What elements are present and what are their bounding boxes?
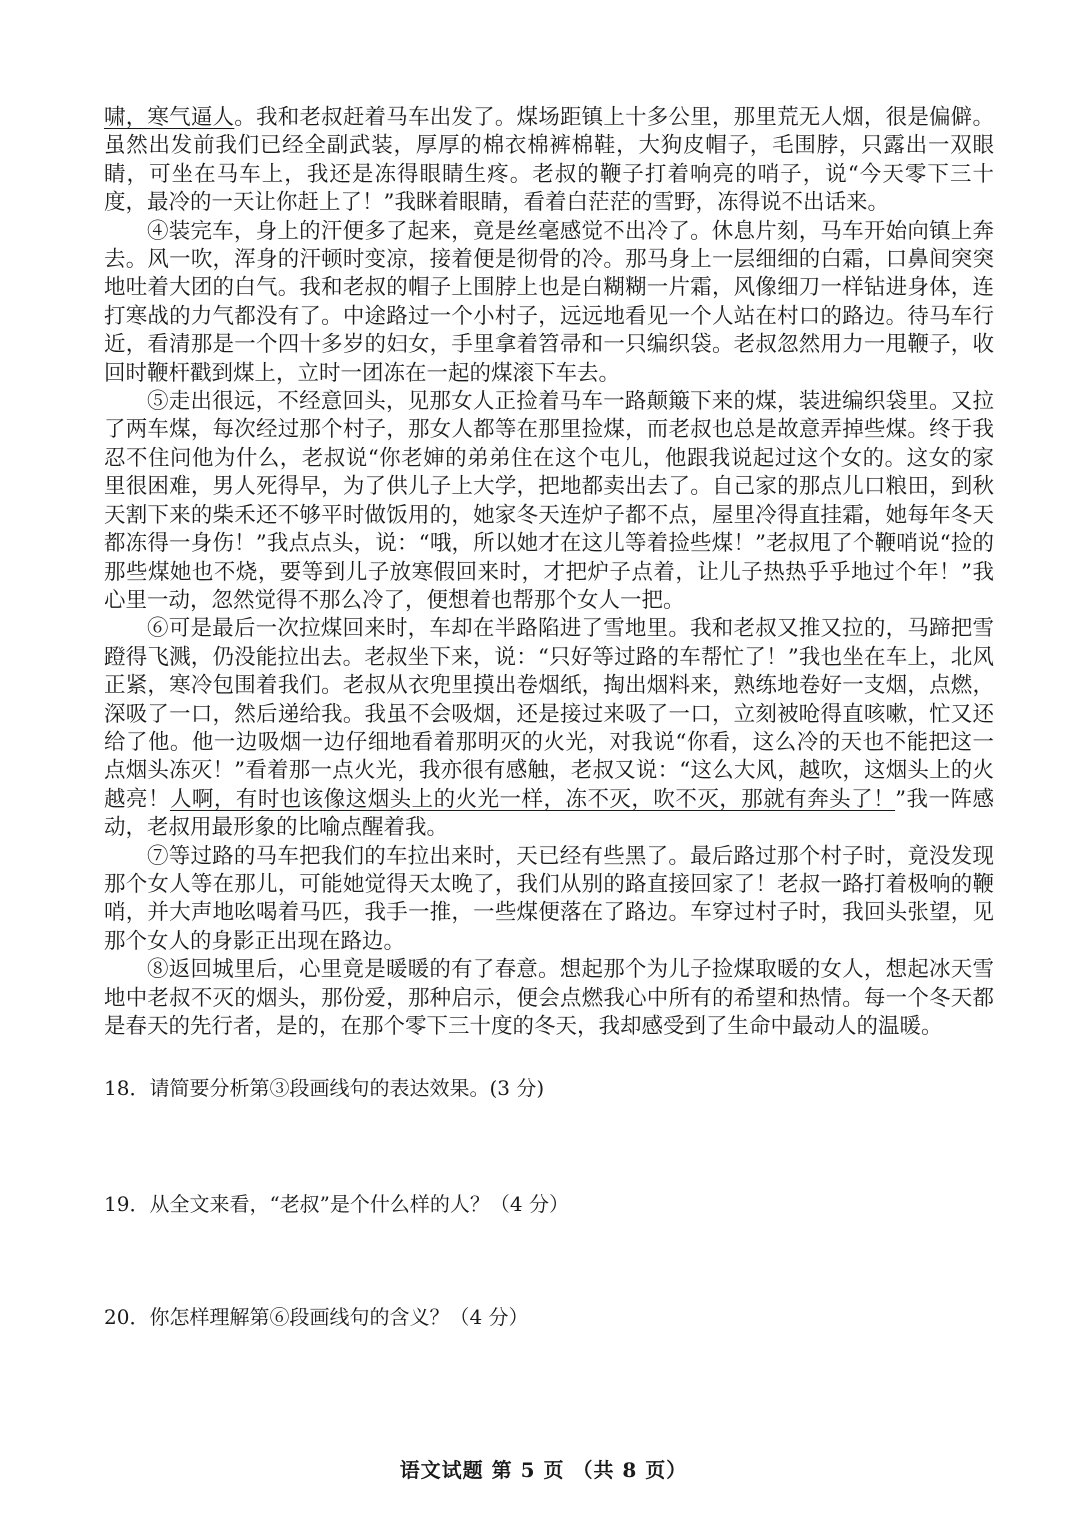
paragraph-5: ⑤走出很远，不经意回头，见那女人正捡着马车一路颠簸下来的煤，装进编织袋里。又拉了两车煤，每次经过那个村子，那女人都等在那里捡煤，而老叔也总是故意弄掉些煤。终于我忍不住问他为什么，老叔说“你老婶的弟弟住在这个屯儿，他跟我说起过这个女的。这女的家里很困难，男人死得早，为了供儿子上大学，把地都卖出去了。自己家的那点儿口粮田，到秋天割下来的柴禾还不够平时做饭用的，她家冬天连炉子都不点，屋里冷得直挂霜，她每年冬天都冻得一身伤！”我点点头，说：“哦，所以她才在这儿等着捡些煤！”老叔甩了个鞭哨说“捡的那些煤她也不烧，要等到儿子放寒假回来时，才把炉子点着，让儿子热热乎乎地过个年！”我心里一动，忽然觉得不那么冷了，便想着也帮那个女人一把。 (104, 389, 994, 613)
paragraph-6-end: ”我一阵感动，老叔用最形象的比喻点醒着我。 (104, 786, 994, 841)
paragraph-6 (104, 615, 994, 842)
paragraph-6-text: ⑥可是最后一次拉煤回来时，车却在半路陷进了雪地里。我和老叔又推又拉的，马蹄把雪蹬得飞溅，仍没能拉出去。老叔坐下来，说：“只好等过路的车帮忙了！”我也坐在车上，北风正紧，寒冷包围着我们。老叔从衣兜里摸出卷烟纸，掏出烟料来，熟练地卷好一支烟，点燃，深吸了一口，然后递给我。我虽不会吸烟，还是接过来吸了一口，立刻被呛得直咳嗽，忙又还给了他。他一边吸烟一边仔细地看着那明灭的火光，对我说“你看，这么冷的天也不能把这一点烟头冻灭！”看着那一点火光，我亦很有感触，老叔又说：“这么大风，越吹，这烟头上的火越亮！ (104, 616, 994, 812)
underlined-sentence-p3: 啸，寒气逼人 (104, 105, 235, 130)
page-footer: 语文试题 第 5 页 （共 8 页） (399, 1458, 688, 1482)
paragraph-7: ⑦等过路的马车把我们的车拉出来时，天已经有些黑了。最后路过那个村子时，竟没发现那个女人等在那儿，可能她觉得天太晚了，我们从别的路直接回家了！老叔一路打着极响的鞭哨，并大声地吆喝着马匹，我手一推，一些煤便落在了路边。车穿过村子时，我回头张望，见那个女人的身影正出现在路边。 (104, 843, 994, 954)
question-18: 18．请简要分析第③段画线句的表达效果。(3 分) (104, 1076, 545, 1100)
paragraph-3-text: 。我和老叔赶着马车出发了。煤场距镇上十多公里，那里荒无人烟，很是偏僻。虽然出发前我们已经全副武装，厚厚的棉衣棉裤棉鞋，大狗皮帽子，毛围脖，只露出一双眼睛，可坐在马车上，我还是冻得眼睛生疼。老叔的鞭子打着响亮的哨子，说“今天零下三十度，最冷的一天让你赶上了！”我眯着眼睛，看着白茫茫的雪野，冻得说不出话来。 (104, 105, 994, 216)
paragraph-3-tail (104, 104, 994, 218)
question-19: 19．从全文来看，“老叔”是个什么样的人？（4 分） (104, 1192, 569, 1216)
paragraph-4: ④装完车，身上的汗便多了起来，竟是丝毫感觉不出冷了。休息片刻，马车开始向镇上奔去。风一吹，浑身的汗顿时变凉，接着便是彻骨的冷。那马身上一层细细的白霜，口鼻间突突地吐着大团的白气。我和老叔的帽子上围脖上也是白糊糊一片霜，风像细刀一样钻进身体，连打寒战的力气都没有了。中途路过一个小村子，远远地看见一个人站在村口的路边。待马车行近，看清那是一个四十多岁的妇女，手里拿着笤帚和一只编织袋。老叔忽然用力一甩鞭子，收回时鞭杆戳到煤上，立时一团冻在一起的煤滚下车去。 (104, 218, 994, 386)
paragraph-8: ⑧返回城里后，心里竟是暖暖的有了春意。想起那个为儿子捡煤取暖的女人，想起冰天雪地中老叔不灭的烟头，那份爱，那种启示，便会点燃我心中所有的希望和热情。每一个冬天都是春天的先行者，是的，在那个零下三十度的冬天，我却感受到了生命中最动人的温暖。 (104, 957, 994, 1039)
passage (104, 104, 994, 1041)
question-20: 20．你怎样理解第⑥段画线句的含义？（4 分） (104, 1305, 529, 1329)
underlined-sentence-p6: 人啊，有时也该像这烟头上的火光一样，冻不灭，吹不灭，那就有奔头了！ (169, 786, 896, 812)
